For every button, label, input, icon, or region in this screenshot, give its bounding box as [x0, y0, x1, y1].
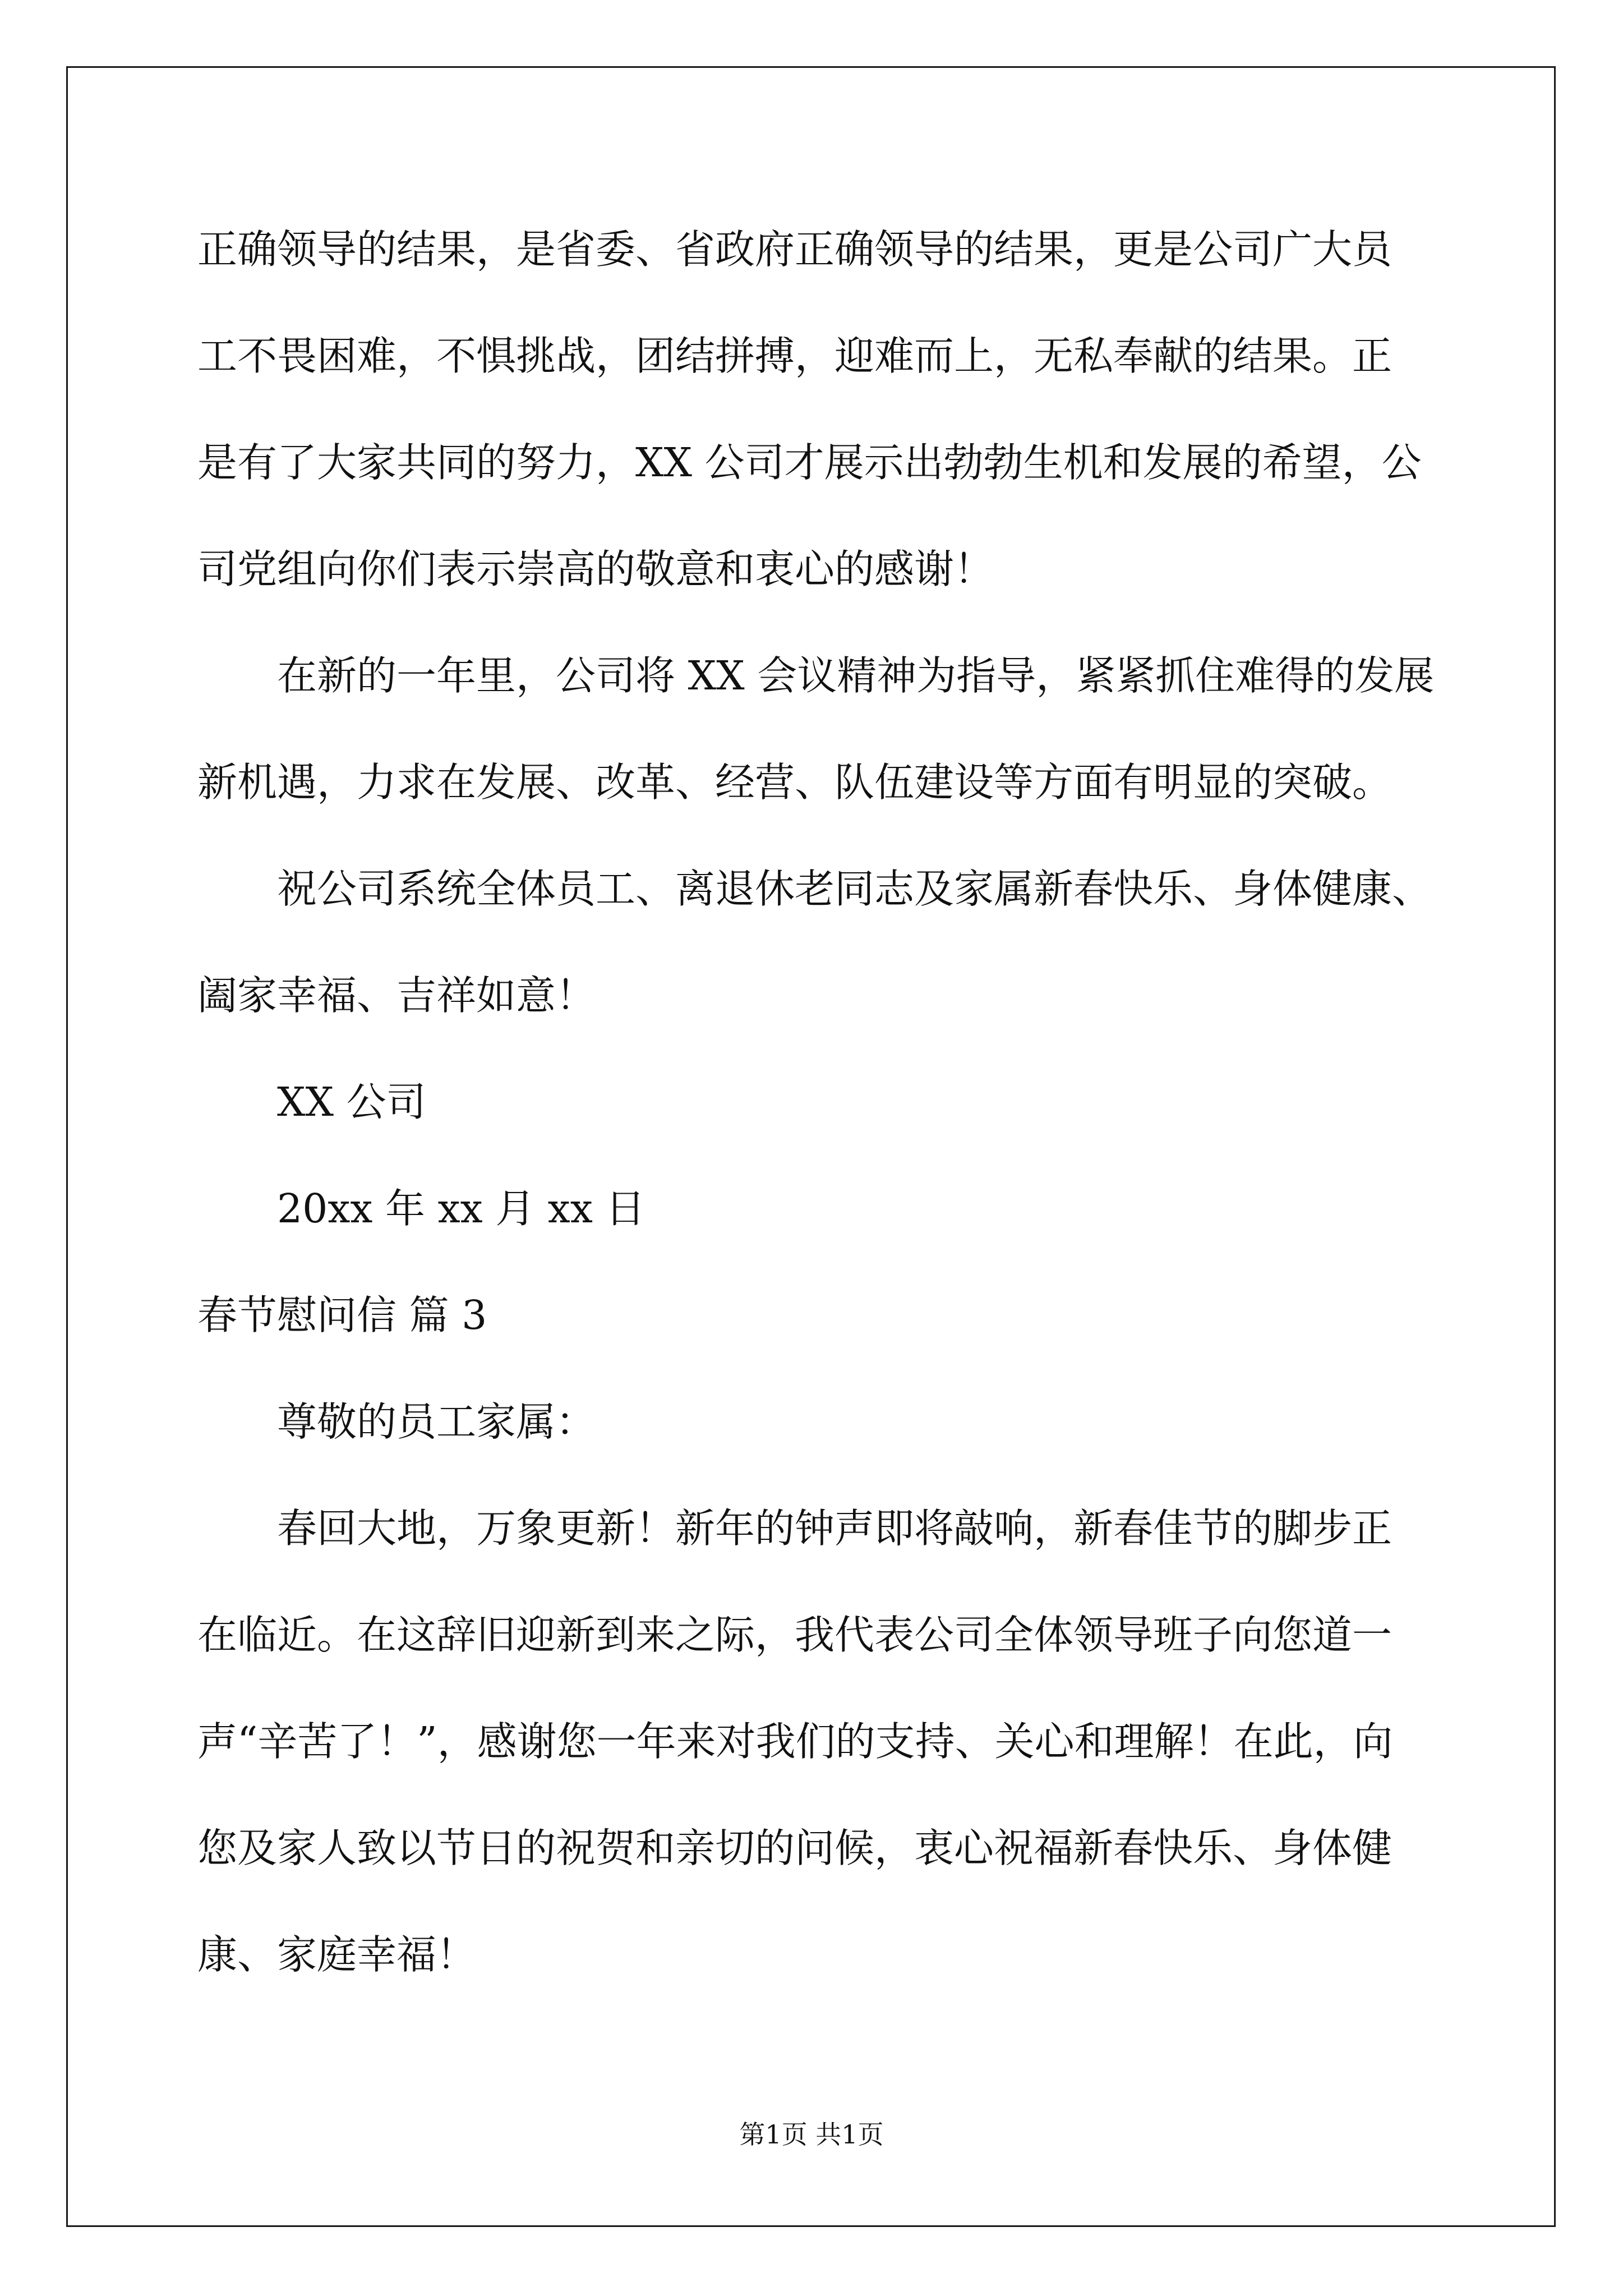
paragraph-line: 是有了大家共同的努力，XX 公司才展示出勃勃生机和发展的希望，公 — [197, 439, 1422, 486]
paragraph-line: 阖家幸福、吉祥如意！ — [197, 972, 596, 1019]
signature-company: XX 公司 — [277, 1079, 426, 1125]
paragraph-line: 新机遇，力求在发展、改革、经营、队伍建设等方面有明显的突破。 — [197, 759, 1393, 806]
paragraph-line: 司党组向你们表示崇高的敬意和衷心的感谢！ — [197, 546, 994, 592]
salutation: 尊敬的员工家属： — [277, 1398, 596, 1445]
page-footer: 第1页 共1页 — [739, 2119, 884, 2150]
paragraph-line: 康、家庭幸福！ — [197, 1931, 477, 1978]
signature-date: 20xx 年 xx 月 xx 日 — [277, 1185, 645, 1232]
section-heading: 春节慰问信 篇 3 — [197, 1292, 487, 1338]
paragraph-line: 您及家人致以节日的祝贺和亲切的问候，衷心祝福新春快乐、身体健 — [197, 1825, 1393, 1871]
paragraph-line: 工不畏困难，不惧挑战，团结拼搏，迎难而上，无私奉献的结果。正 — [197, 333, 1393, 379]
paragraph-line: 在临近。在这辞旧迎新到来之际，我代表公司全体领导班子向您道一 — [197, 1612, 1393, 1658]
paragraph-line: 在新的一年里，公司将 XX 会议精神为指导，紧紧抓住难得的发展 — [277, 652, 1435, 699]
paragraph-line: 祝公司系统全体员工、离退休老同志及家属新春快乐、身体健康、 — [277, 866, 1432, 912]
paragraph-line: 春回大地，万象更新！新年的钟声即将敲响，新春佳节的脚步正 — [277, 1505, 1393, 1552]
paragraph-line: 正确领导的结果，是省委、省政府正确领导的结果，更是公司广大员 — [197, 226, 1393, 273]
document-body — [197, 208, 1448, 2019]
paragraph-line: 声“辛苦了！”，感谢您一年来对我们的支持、关心和理解！在此，向 — [197, 1718, 1393, 1765]
